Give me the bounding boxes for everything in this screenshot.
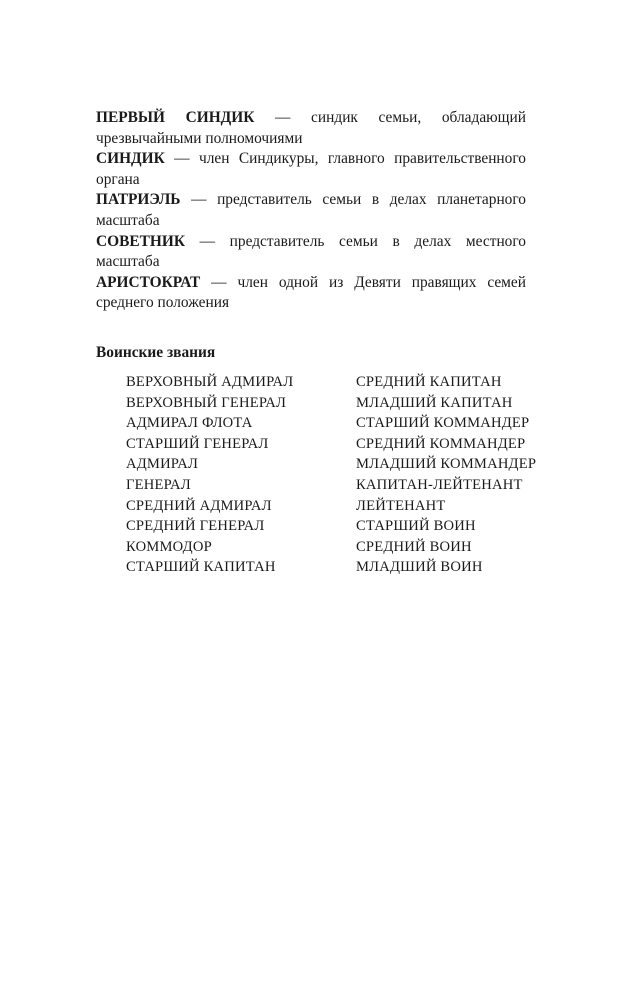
definition-first-syndic xyxy=(96,108,526,149)
rank-item: ВЕРХОВНЫЙ АДМИРАЛ xyxy=(126,373,294,390)
rank-item: МЛАДШИЙ ВОИН xyxy=(356,559,483,576)
definition-councillor xyxy=(96,232,526,273)
section-title: Воинские звания xyxy=(96,343,216,361)
definition-text: — синдик семьи, обладающий чрезвычайными полномочиями xyxy=(96,109,526,147)
rank-item: СТАРШИЙ КАПИТАН xyxy=(126,559,276,576)
rank-item: СРЕДНИЙ КОММАНДЕР xyxy=(356,435,526,452)
rank-item: ГЕНЕРАЛ xyxy=(126,476,191,493)
definition-term: СОВЕТНИК xyxy=(96,232,185,250)
rank-item: ВЕРХОВНЫЙ ГЕНЕРАЛ xyxy=(126,394,287,411)
definition-term: ПЕРВЫЙ СИНДИК xyxy=(96,109,255,126)
definition-patriel xyxy=(96,190,526,231)
rank-item: СТАРШИЙ ВОИН xyxy=(356,518,476,535)
definitions-list xyxy=(96,108,526,314)
rank-item: СРЕДНИЙ ВОИН xyxy=(356,538,472,555)
definition-aristocrat xyxy=(96,273,526,314)
page-content xyxy=(96,108,537,577)
rank-item: СТАРШИЙ ГЕНЕРАЛ xyxy=(126,435,269,452)
rank-item: АДМИРАЛ ФЛОТА xyxy=(126,415,253,432)
rank-item: СРЕДНИЙ АДМИРАЛ xyxy=(126,497,272,514)
definition-text: — представитель семьи в делах местного масштаба xyxy=(96,232,526,271)
definition-term: СИНДИК xyxy=(96,150,165,168)
rank-item: СРЕДНИЙ ГЕНЕРАЛ xyxy=(126,518,265,535)
definition-term: АРИСТОКРАТ xyxy=(96,273,201,291)
definition-syndic xyxy=(96,149,526,190)
ranks-column-right xyxy=(356,372,536,578)
rank-item: МЛАДШИЙ КАПИТАН xyxy=(356,394,513,411)
rank-item: МЛАДШИЙ КОММАНДЕР xyxy=(356,456,537,473)
ranks-table xyxy=(96,372,537,577)
definition-text: — член Синдикуры, главного правительственного органа xyxy=(96,150,526,188)
rank-item: СТАРШИЙ КОММАНДЕР xyxy=(356,415,530,432)
rank-item: СРЕДНИЙ КАПИТАН xyxy=(356,373,502,390)
definition-text: — представитель семьи в делах планетарного масштаба xyxy=(96,191,526,229)
ranks-column-left xyxy=(126,372,293,578)
definition-term: ПАТРИЭЛЬ xyxy=(96,191,181,209)
rank-item: ЛЕЙТЕНАНТ xyxy=(356,497,446,514)
rank-item: КАПИТАН-ЛЕЙТЕНАНТ xyxy=(356,476,523,493)
definition-text: — член одной из Девяти правящих семей среднего положения xyxy=(96,273,526,312)
rank-item: КОММОДОР xyxy=(126,538,212,555)
rank-item: АДМИРАЛ xyxy=(126,456,199,473)
